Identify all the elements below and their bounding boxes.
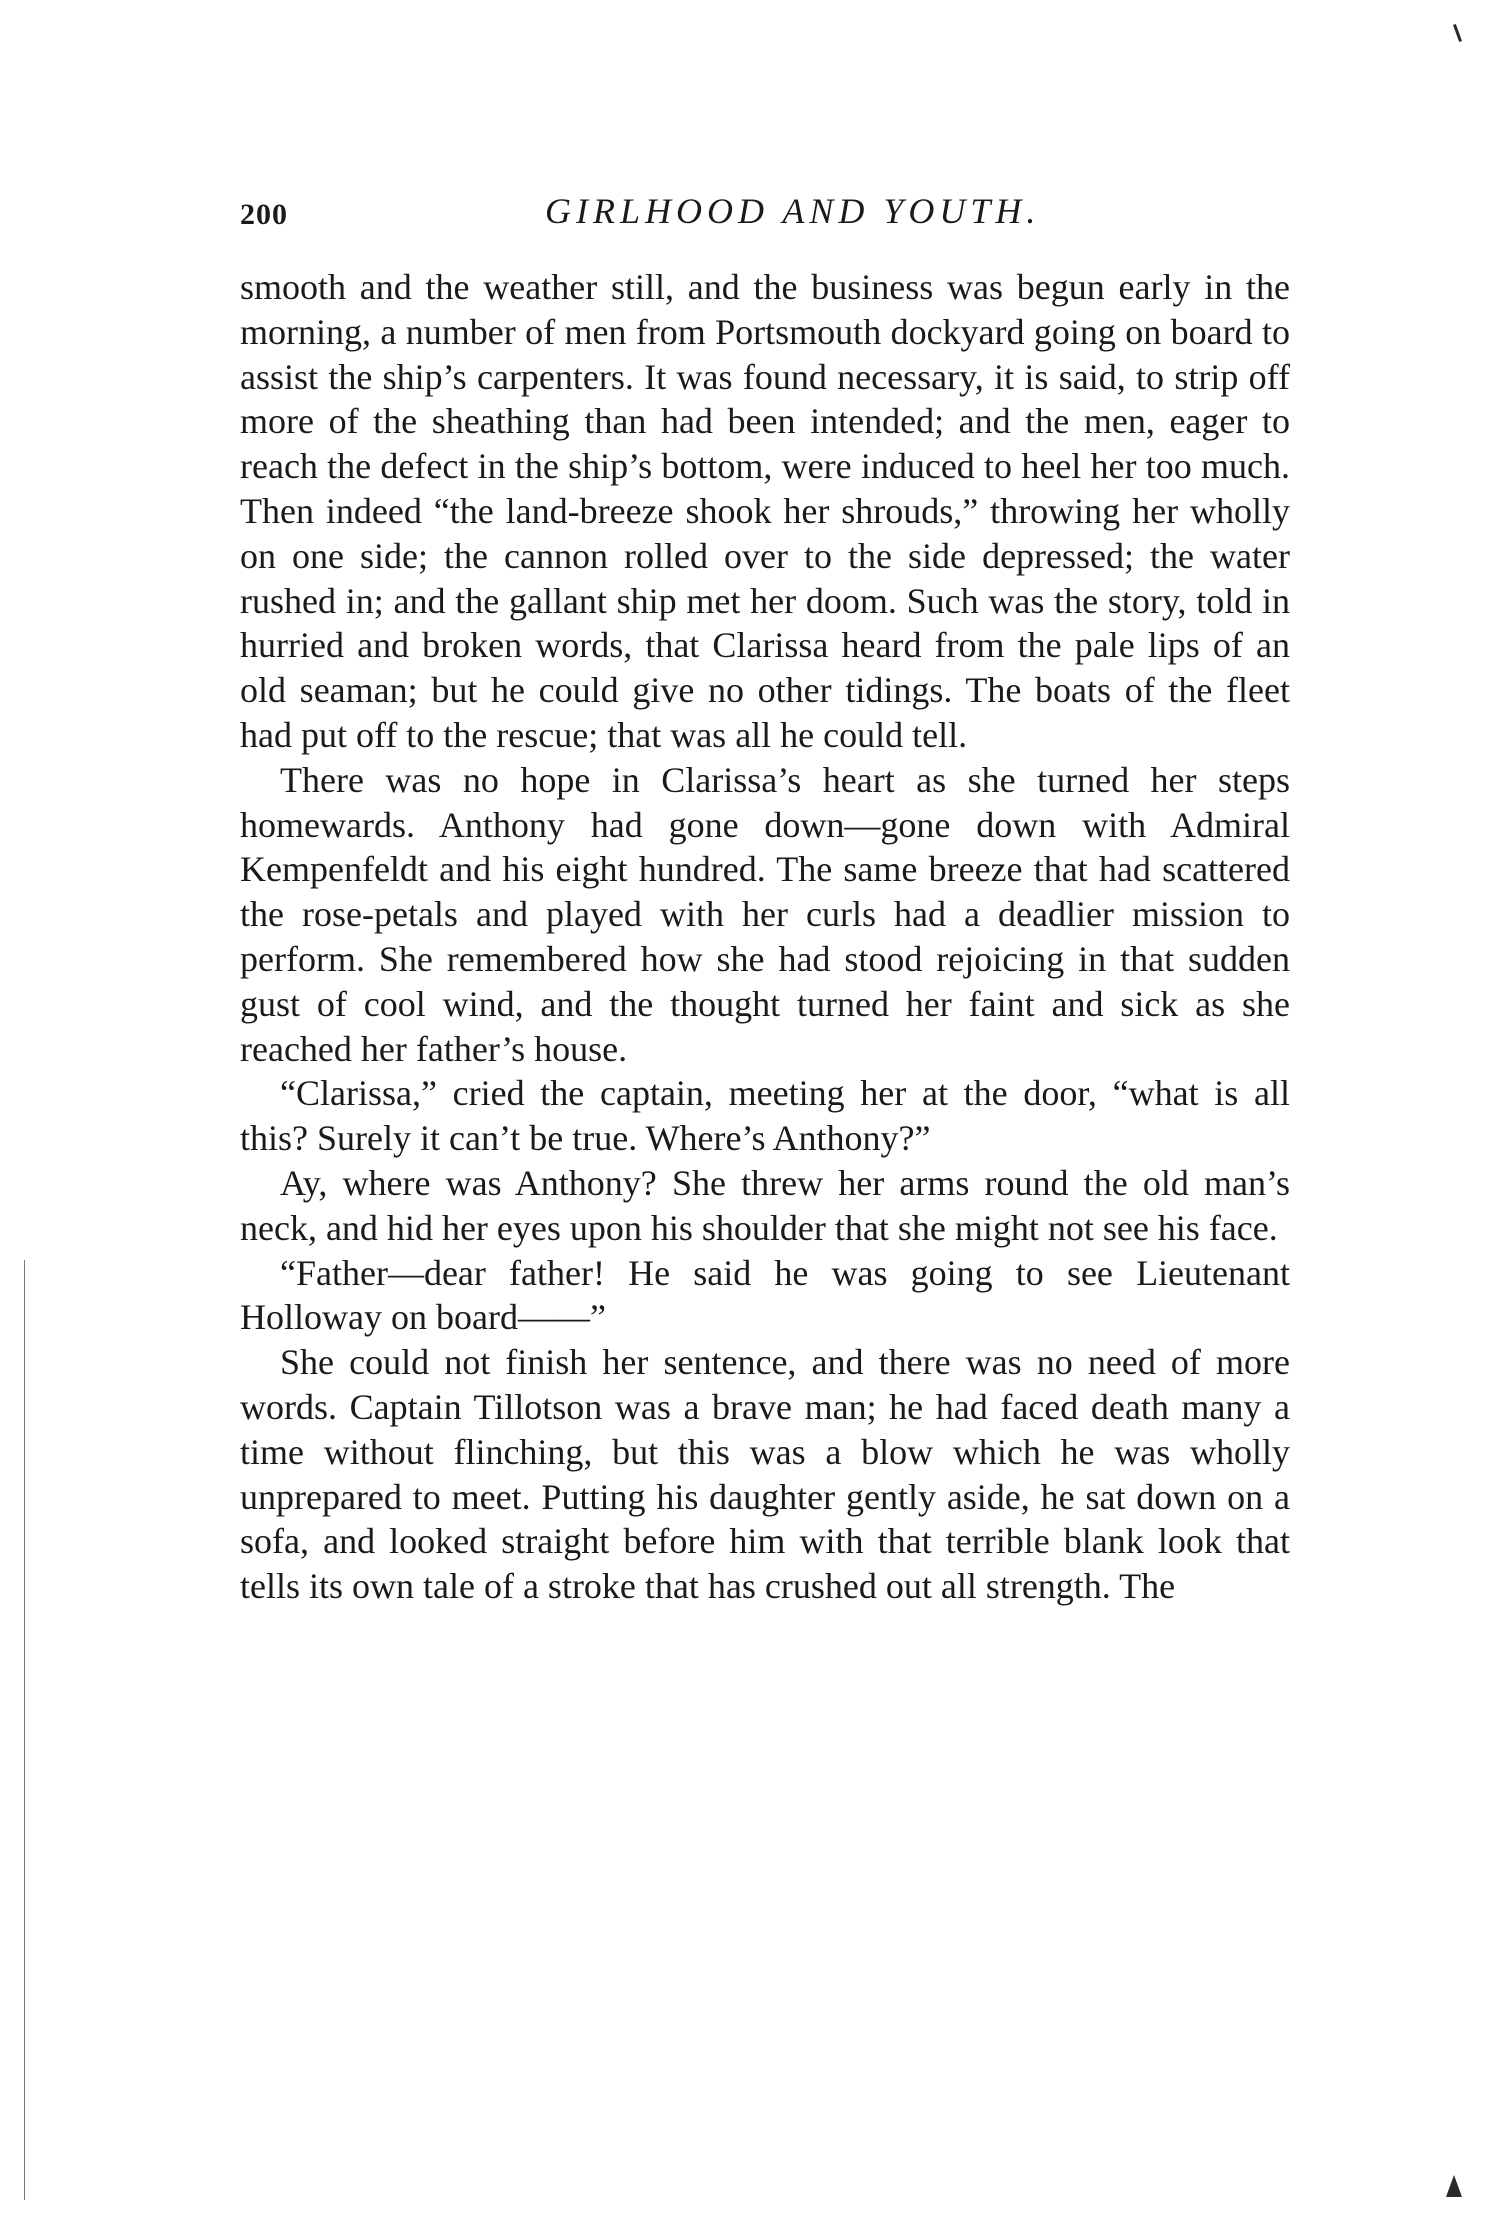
page-header <box>240 190 1290 240</box>
binding-edge-line <box>24 1260 25 2200</box>
paragraph: She could not finish her sentence, and there was no need of more words. Captain Tillotson was a brave man; he had faced death many a time without flinching, but this was a blow which he was wholly unprepared to meet. Putting his daughter gently aside, he sat down on a sofa, and looked straight before him with that terrible blank look that tells its own tale of a stroke that has crushed out all strength. The <box>240 1342 1290 1607</box>
paragraph: “Clarissa,” cried the captain, meeting her at the door, “what is all this? Surely it can’t be true. Where’s Anthony?” <box>240 1073 1290 1159</box>
running-head: GIRLHOOD AND YOUTH. <box>545 191 1041 231</box>
corner-mark-icon <box>1453 24 1462 42</box>
paragraph: smooth and the weather still, and the business was begun early in the morning, a number of men from Portsmouth dockyard going on board to assist the ship’s carpenters. It was found necessary, it is said, to strip off more of the sheathing than had been intended; and the men, eager to reach the defect in the ship’s bottom, were induced to heel her too much. Then indeed “the land-breeze shook her shrouds,” throwing her wholly on one side; the cannon rolled over to the side depressed; the water rushed in; and the gallant ship met her doom. Such was the story, told in hurried and broken words, that Clarissa heard from the pale lips of an old seaman; but he could give no other tidings. The boats of the fleet had put off to the rescue; that was all he could tell. <box>240 267 1290 755</box>
paragraph: There was no hope in Clarissa’s heart as she turned her steps homewards. Anthony had gone down—gone down with Admiral Kempenfeldt and his eight hundred. The same breeze that had scattered the rose-petals and played with her curls had a deadlier mission to perform. She remembered how she had stood rejoicing in that sudden gust of cool wind, and the thought turned her faint and sick as she reached her father’s house. <box>240 759 1290 1069</box>
page-number: 200 <box>240 198 288 231</box>
paragraph: “Father—dear father! He said he was going to see Lieutenant Holloway on board——” <box>240 1252 1290 1338</box>
body-text <box>240 265 1290 1609</box>
page-corner-mark-icon <box>1446 2175 1462 2197</box>
paragraph: Ay, where was Anthony? She threw her arms round the old man’s neck, and hid her eyes upon his shoulder that she might not see his face. <box>240 1162 1290 1248</box>
